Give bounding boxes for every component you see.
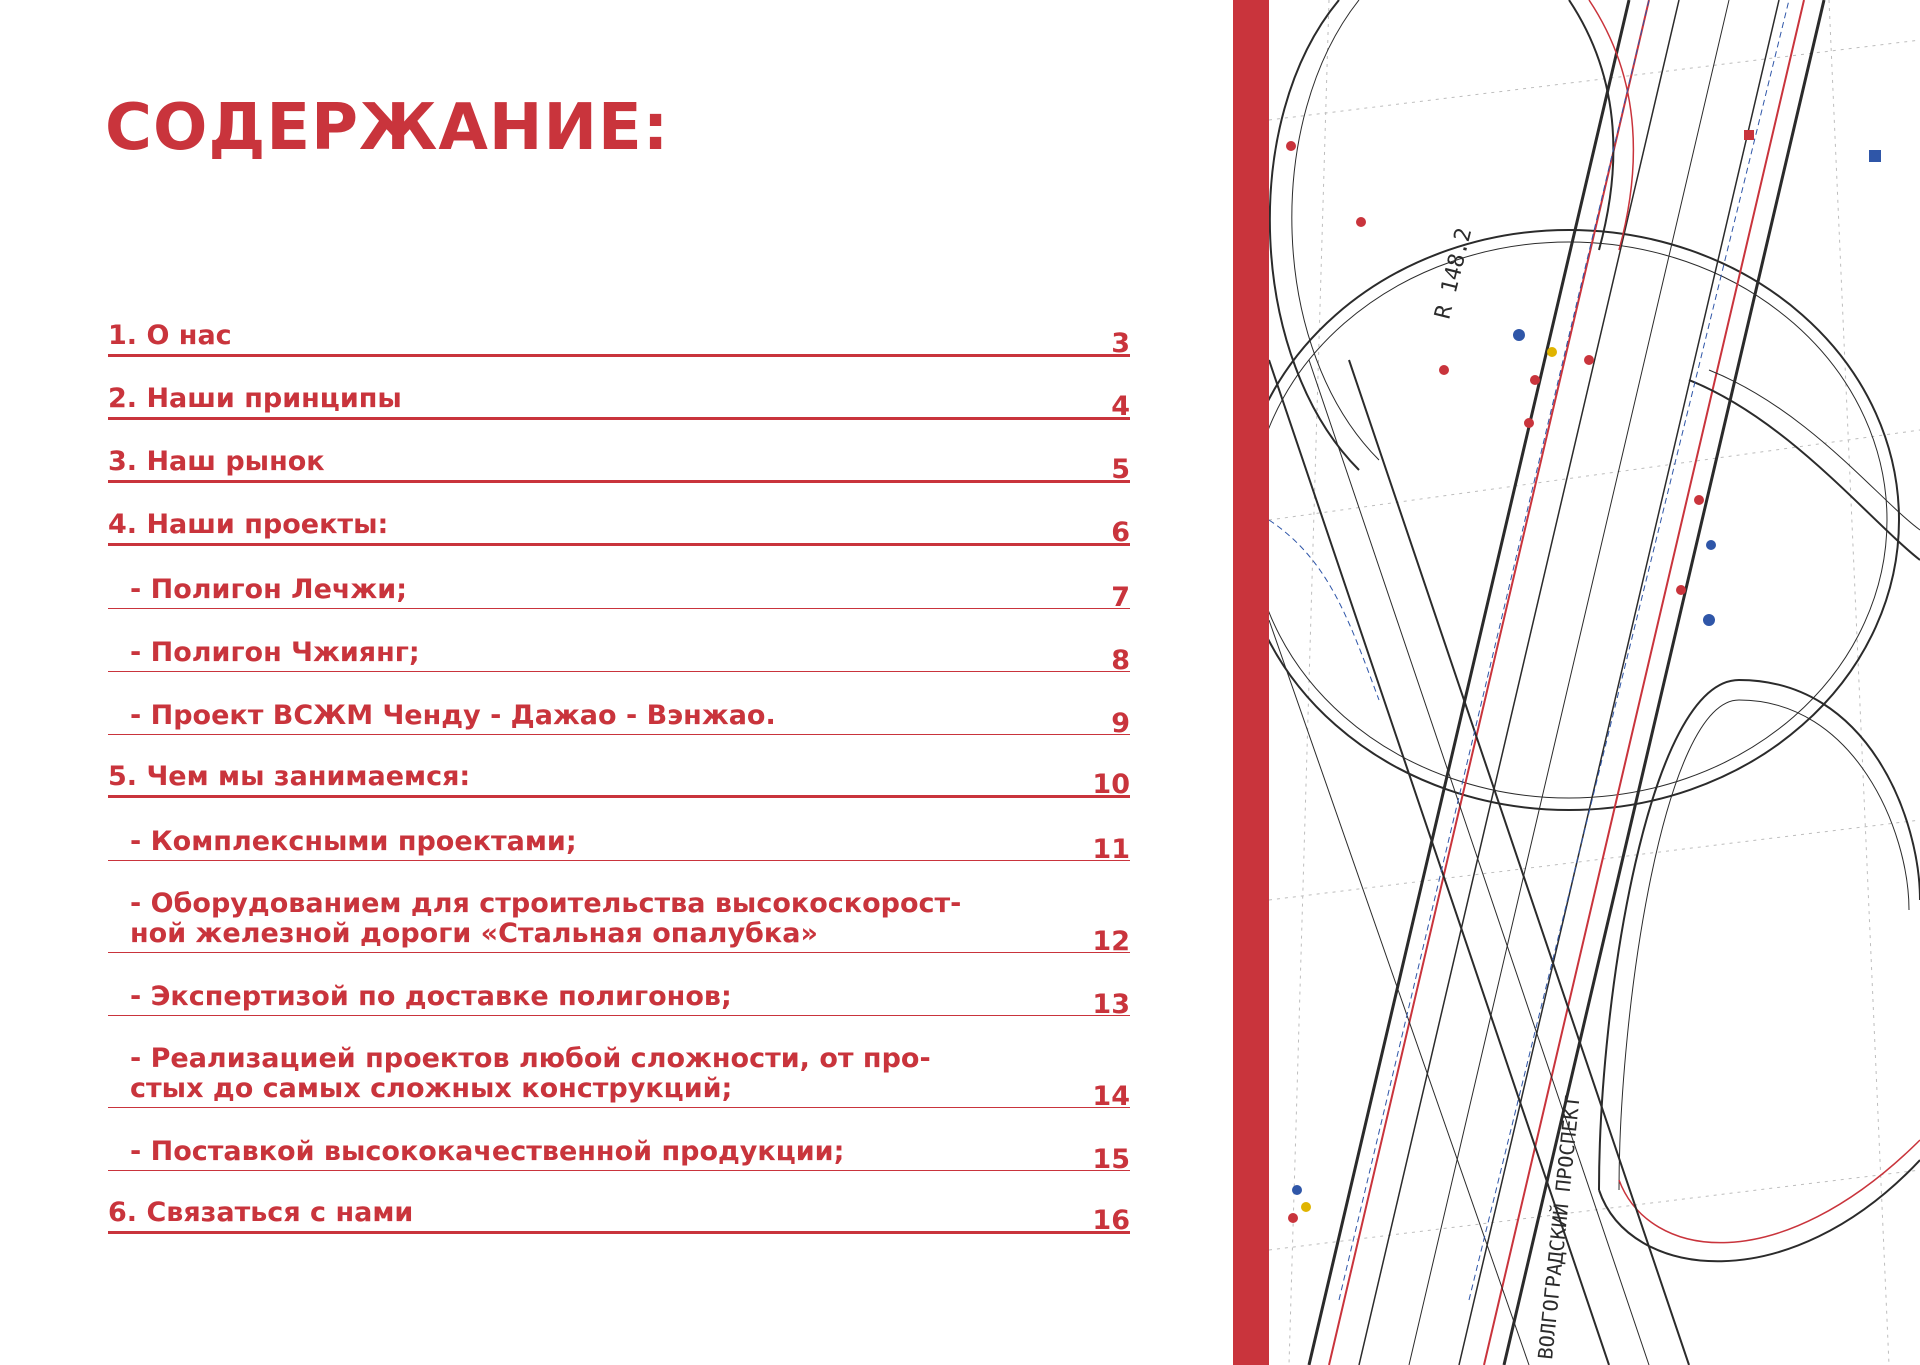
toc-entry[interactable] [108, 420, 1130, 483]
toc-entry-label: 5. Чем мы занимаемся: [108, 761, 471, 792]
toc-entry-label: 2. Наши принципы [108, 383, 402, 414]
toc-entry-page-number: 7 [1111, 582, 1130, 613]
toc-entry[interactable] [108, 1016, 1130, 1112]
upper-ramp [1569, 0, 1920, 560]
toc-entry-label: 4. Наши проекты: [108, 509, 389, 540]
toc-entry-page-number: 14 [1092, 1081, 1130, 1112]
toc-entry-label: - Оборудованием для строительства высокоскорост- ной железной дороги «Стальная опалубка» [130, 888, 962, 949]
toc-entry-label: - Комплексными проектами; [130, 826, 577, 857]
toc-entry-label: - Поставкой высококачественной продукции; [130, 1136, 845, 1167]
toc-entry[interactable] [108, 953, 1130, 1020]
toc-entry[interactable] [108, 357, 1130, 420]
toc-entry-page-number: 13 [1092, 989, 1130, 1020]
toc-entry[interactable] [108, 546, 1130, 613]
toc-entry-label: 3. Наш рынок [108, 446, 325, 477]
toc-entry[interactable] [108, 798, 1130, 865]
toc-entry-label: - Реализацией проектов любой сложности, от про- стых до самых сложных конструкций; [130, 1043, 931, 1104]
toc-entry-page-number: 4 [1111, 391, 1130, 422]
toc-entry-page-number: 8 [1111, 645, 1130, 676]
toc-entry-page-number: 9 [1111, 708, 1130, 739]
lane-guides [1269, 0, 1789, 1300]
toc-entry-page-number: 5 [1111, 454, 1130, 485]
toc-entry-label: 1. О нас [108, 320, 232, 351]
construction-grid [1269, 0, 1920, 1365]
toc-entry-page-number: 15 [1092, 1144, 1130, 1175]
radius-label: R 148.2 [1430, 225, 1478, 322]
toc-entry-page-number: 11 [1092, 834, 1130, 865]
toc-entry[interactable] [108, 861, 1130, 957]
loop-ramp [1599, 680, 1920, 1261]
toc-entry-label: 6. Связаться с нами [108, 1197, 414, 1228]
toc-entry-label: - Экспертизой по доставке полигонов; [130, 981, 732, 1012]
toc-entry-label: - Полигон Лечжи; [130, 574, 408, 605]
toc-entry[interactable] [108, 483, 1130, 546]
toc-entry[interactable] [108, 735, 1130, 798]
accent-bar [1233, 0, 1269, 1365]
toc-entry-label: - Проект ВСЖМ Ченду - Дажао - Вэнжао. [130, 700, 776, 731]
street-label: ВОЛГОГРАДСКИЙ ПРОСПЕКТ [1533, 1094, 1585, 1361]
toc-entry[interactable] [108, 1108, 1130, 1175]
toc-entry-page-number: 16 [1092, 1205, 1130, 1236]
toc-entry-page-number: 10 [1092, 769, 1130, 800]
table-of-contents [108, 294, 1130, 1234]
road-plan-svg [1269, 0, 1920, 1365]
page-title: СОДЕРЖАНИЕ: [105, 91, 670, 165]
toc-entry[interactable] [108, 672, 1130, 739]
toc-entry-label: - Полигон Чжиянг; [130, 637, 420, 668]
road-plan-drawing [1269, 0, 1920, 1365]
toc-entry-page-number: 3 [1111, 328, 1130, 359]
toc-entry[interactable] [108, 294, 1130, 357]
toc-entry[interactable] [108, 1171, 1130, 1234]
toc-entry-page-number: 6 [1111, 517, 1130, 548]
crossing-road [1269, 360, 1689, 1365]
toc-entry-page-number: 12 [1092, 926, 1130, 957]
toc-entry[interactable] [108, 609, 1130, 676]
